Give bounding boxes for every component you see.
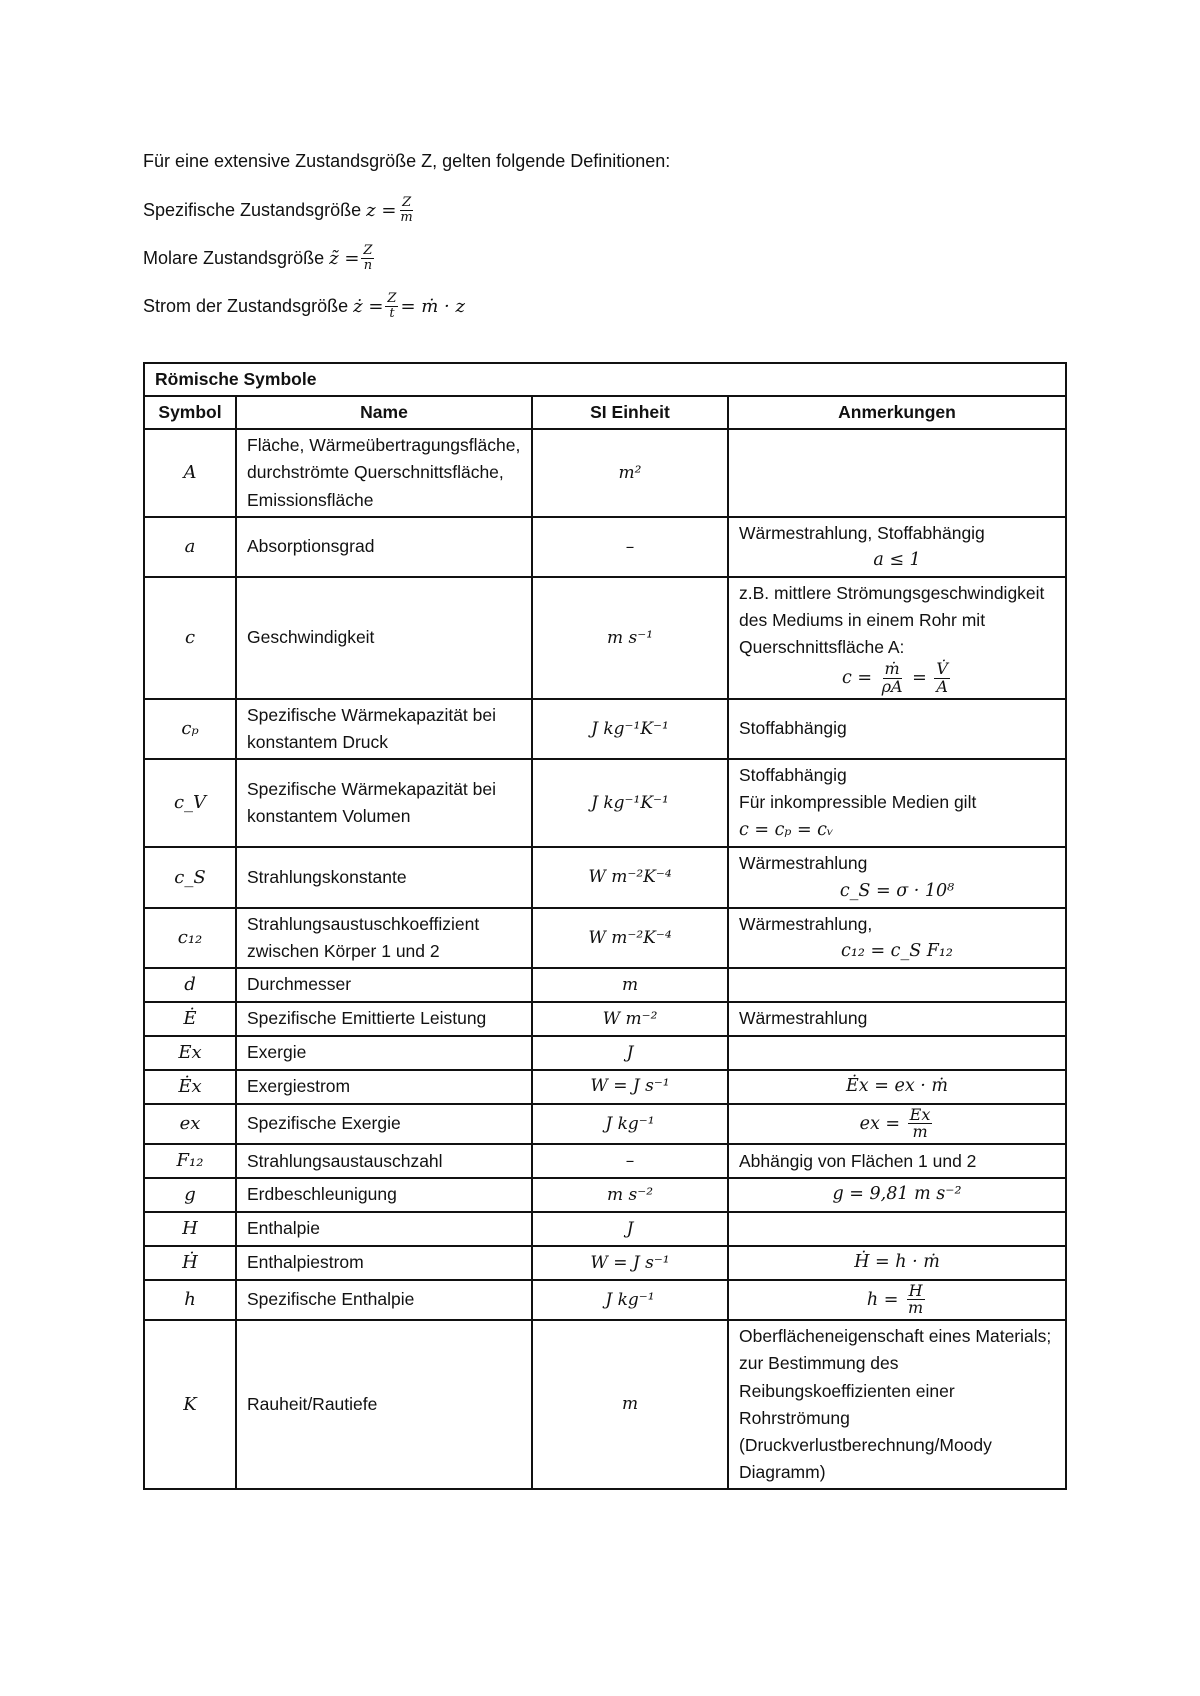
- table-row: H Enthalpie J: [144, 1212, 1066, 1246]
- header-notes: Anmerkungen: [728, 396, 1066, 429]
- table-row: c_V Spezifische Wärmekapazität bei konstantem Volumen J kg⁻¹K⁻¹ Stoffabhängig Für inkompressible Medien gilt c = cₚ = cᵥ: [144, 759, 1066, 847]
- table-row: Ė Spezifische Emittierte Leistung W m⁻² Wärmestrahlung: [144, 1002, 1066, 1036]
- table-row: cₚ Spezifische Wärmekapazität bei konstantem Druck J kg⁻¹K⁻¹ Stoffabhängig: [144, 699, 1066, 759]
- table-row: g Erdbeschleunigung m s⁻² g = 9,81 m s⁻²: [144, 1178, 1066, 1212]
- fraction: $\frac{Z}{m}$: [400, 194, 413, 225]
- table-row: K Rauheit/Rautiefe m Oberflächeneigenschaft eines Materials; zur Bestimmung des Reibungskoeffizienten einer Rohrströmung (Druckverlustberechnung/Moody Diagramm): [144, 1320, 1066, 1489]
- roman-symbols-table: [143, 362, 1067, 1490]
- table-row: A Fläche, Wärmeübertragungsfläche, durchströmte Querschnittsfläche, Emissionsfläche m²: [144, 429, 1066, 516]
- table-row: a Absorptionsgrad – Wärmestrahlung, Stoffabhängig a ≤ 1: [144, 517, 1066, 577]
- table-row: ex Spezifische Exergie J kg⁻¹ ex = $\frac{Ex}{m}$: [144, 1104, 1066, 1145]
- table-row: c_S Strahlungskonstante W m⁻²K⁻⁴ Wärmestrahlung c_S = σ · 10⁸: [144, 847, 1066, 907]
- fraction: $\frac{Z}{t}$: [387, 290, 397, 321]
- table-row: Ėx Exergiestrom W = J s⁻¹ Ėx = ex · ṁ: [144, 1070, 1066, 1104]
- table-row: c Geschwindigkeit m s⁻¹ z.B. mittlere Strömungsgeschwindigkeit des Mediums in einem Rohr mit Querschnittsfläche A: c = $\frac{\text{ṁ}}{\rho A}$ = $\frac{V̇}{A}$: [144, 577, 1066, 699]
- table-caption: Römische Symbole: [144, 363, 1066, 396]
- header-symbol: Symbol: [144, 396, 236, 429]
- table-row: c₁₂ Strahlungsaustuschkoeffizient zwischen Körper 1 und 2 W m⁻²K⁻⁴ Wärmestrahlung, c₁₂ = c_S F₁₂: [144, 908, 1066, 968]
- table-row: Ḣ Enthalpiestrom W = J s⁻¹ Ḣ = h · ṁ: [144, 1246, 1066, 1280]
- table-row: d Durchmesser m: [144, 968, 1066, 1002]
- header-unit: SI Einheit: [532, 396, 728, 429]
- table-row: Ex Exergie J: [144, 1036, 1066, 1070]
- molar-definition: Molare Zustandsgröße z̃ = $\frac{Z}{n}$: [143, 242, 373, 273]
- table-row: h Spezifische Enthalpie J kg⁻¹ h = $\frac{H}{m}$: [144, 1280, 1066, 1321]
- flow-definition: Strom der Zustandsgröße ż = $\frac{Z}{t}$ = ṁ · z: [143, 290, 465, 321]
- definitions-block: [143, 146, 1073, 330]
- specific-definition: Spezifische Zustandsgröße z = $\frac{Z}{m}$: [143, 194, 413, 225]
- intro-heading: Für eine extensive Zustandsgröße Z, gelten folgende Definitionen:: [143, 150, 671, 171]
- table-row: F₁₂ Strahlungsaustauschzahl – Abhängig von Flächen 1 und 2: [144, 1144, 1066, 1178]
- header-name: Name: [236, 396, 532, 429]
- fraction: $\frac{Z}{n}$: [363, 242, 373, 273]
